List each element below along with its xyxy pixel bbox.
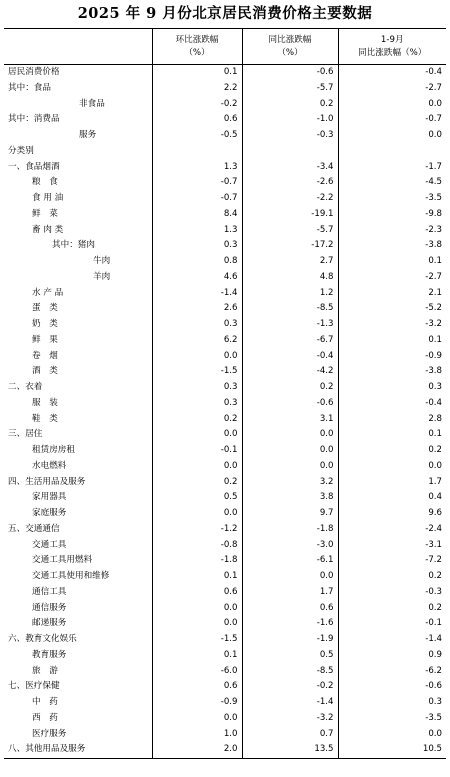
cell-ytd: -3.1: [338, 538, 446, 554]
cell-ytd: -2.7: [338, 270, 446, 286]
cell-ytd: 0.1: [338, 427, 446, 443]
cell-mom: 0.3: [152, 238, 242, 254]
cell-ytd: 2.8: [338, 412, 446, 428]
cell-ytd: [338, 144, 446, 160]
table-row: [4, 443, 446, 459]
table-row: [4, 97, 446, 113]
cell-yoy: -2.2: [242, 191, 338, 207]
cell-mom: -1.2: [152, 522, 242, 538]
cell-mom: 0.1: [152, 65, 242, 81]
cell-mom: 0.6: [152, 585, 242, 601]
cell-yoy: 1.7: [242, 585, 338, 601]
cell-yoy: -19.1: [242, 207, 338, 223]
cell-mom: 0.5: [152, 490, 242, 506]
cell-yoy: -0.6: [242, 396, 338, 412]
table-row: [4, 270, 446, 286]
cell-mom: 0.3: [152, 317, 242, 333]
row-label: 租赁房房租: [32, 445, 75, 455]
cell-ytd: 0.1: [338, 333, 446, 349]
row-label: 卷 烟: [32, 350, 58, 361]
table-row: [4, 664, 446, 680]
cell-mom: 2.2: [152, 81, 242, 97]
cell-ytd: -0.1: [338, 616, 446, 632]
table-header-row: [4, 29, 446, 65]
cell-yoy: 0.0: [242, 569, 338, 585]
cell-ytd: -3.2: [338, 317, 446, 333]
row-label: 牛肉: [93, 256, 111, 266]
cell-yoy: 0.6: [242, 601, 338, 617]
table-row: [4, 727, 446, 743]
table-row: [4, 112, 446, 128]
table-row: [4, 459, 446, 475]
row-label: 非食品: [79, 98, 105, 109]
cell-mom: 0.1: [152, 648, 242, 664]
cell-yoy: -8.5: [242, 664, 338, 680]
cell-yoy: -0.3: [242, 128, 338, 144]
cell-yoy: -0.6: [242, 65, 338, 81]
row-label: 羊肉: [93, 271, 111, 282]
cell-yoy: 0.0: [242, 443, 338, 459]
cell-yoy: -1.8: [242, 522, 338, 538]
cell-mom: 4.6: [152, 270, 242, 286]
table-row: [4, 396, 446, 412]
table-row: [4, 553, 446, 569]
cell-mom: -0.8: [152, 538, 242, 554]
row-label: 教育服务: [32, 649, 67, 660]
cell-yoy: -3.4: [242, 160, 338, 176]
table-row: [4, 128, 446, 144]
cell-mom: 0.0: [152, 427, 242, 443]
table-row: [4, 490, 446, 506]
row-label: 旅 游: [32, 665, 58, 676]
cell-ytd: 0.1: [338, 254, 446, 270]
cell-yoy: 0.2: [242, 97, 338, 113]
cell-yoy: -6.7: [242, 333, 338, 349]
cell-yoy: -1.4: [242, 695, 338, 711]
cell-mom: 0.8: [152, 254, 242, 270]
row-label: 家庭服务: [32, 508, 67, 518]
table-row: [4, 317, 446, 333]
cell-yoy: -1.0: [242, 112, 338, 128]
cell-yoy: 3.8: [242, 490, 338, 506]
cell-ytd: 0.0: [338, 128, 446, 144]
cell-yoy: -1.9: [242, 632, 338, 648]
cell-ytd: 10.5: [338, 742, 446, 758]
cell-yoy: 9.7: [242, 506, 338, 522]
table-row: [4, 412, 446, 428]
cell-mom: -0.9: [152, 695, 242, 711]
row-label: 其中：消费品: [8, 114, 60, 125]
table-row: [4, 301, 446, 317]
cell-ytd: -6.2: [338, 664, 446, 680]
table-row: [4, 207, 446, 223]
cell-ytd: 0.3: [338, 380, 446, 396]
cell-ytd: -1.7: [338, 160, 446, 176]
cell-yoy: 4.8: [242, 270, 338, 286]
cell-yoy: 1.2: [242, 286, 338, 302]
cell-mom: 2.6: [152, 301, 242, 317]
cell-mom: 0.0: [152, 349, 242, 365]
row-label: 中 药: [32, 697, 58, 707]
row-label: 五、交通通信: [8, 523, 60, 534]
row-label: 奶 类: [32, 319, 58, 329]
cell-mom: 0.0: [152, 506, 242, 522]
row-label: 食 用 油: [32, 193, 64, 203]
table-row: [4, 742, 446, 758]
cell-ytd: -9.8: [338, 207, 446, 223]
cell-mom: 1.3: [152, 160, 242, 176]
header-yoy-line1: 同比涨跌幅: [268, 34, 312, 45]
cell-yoy: 3.2: [242, 475, 338, 491]
row-label: 服 装: [32, 397, 58, 408]
cell-yoy: -17.2: [242, 238, 338, 254]
table-row: [4, 711, 446, 727]
row-label: 一、食品烟酒: [8, 161, 60, 172]
cell-ytd: -2.3: [338, 223, 446, 239]
cell-yoy: 13.5: [242, 742, 338, 758]
table-row: [4, 364, 446, 380]
cell-ytd: -7.2: [338, 553, 446, 569]
cell-yoy: 0.7: [242, 727, 338, 743]
cell-ytd: 0.0: [338, 97, 446, 113]
header-yoy-line2: （%）: [277, 47, 303, 58]
cell-ytd: 0.0: [338, 459, 446, 475]
cell-ytd: 0.4: [338, 490, 446, 506]
row-label: 鲜 果: [32, 334, 58, 345]
table-row: [4, 81, 446, 97]
row-label: 粮 食: [32, 177, 58, 188]
cell-mom: 0.2: [152, 475, 242, 491]
cell-mom: 0.6: [152, 679, 242, 695]
cell-yoy: -3.2: [242, 711, 338, 727]
cell-yoy: -0.2: [242, 679, 338, 695]
cell-ytd: -1.4: [338, 632, 446, 648]
header-ytd: [338, 29, 446, 65]
table-row: [4, 380, 446, 396]
cell-yoy: -2.6: [242, 175, 338, 191]
cell-yoy: 0.0: [242, 427, 338, 443]
cell-ytd: 0.3: [338, 695, 446, 711]
cell-ytd: -0.4: [338, 65, 446, 81]
cell-mom: 0.0: [152, 601, 242, 617]
table-row: [4, 286, 446, 302]
row-label: 交通工具用燃料: [32, 555, 93, 566]
table-row: [4, 191, 446, 207]
header-ytd-line2: 同比涨跌幅（%）: [358, 47, 427, 58]
cell-mom: 0.3: [152, 380, 242, 396]
cell-ytd: 0.2: [338, 569, 446, 585]
cell-mom: -1.4: [152, 286, 242, 302]
cell-mom: 0.2: [152, 412, 242, 428]
cell-mom: -0.1: [152, 443, 242, 459]
cell-mom: 0.0: [152, 711, 242, 727]
cell-mom: 0.0: [152, 616, 242, 632]
cell-ytd: 0.2: [338, 443, 446, 459]
row-label: 七、医疗保健: [8, 681, 60, 692]
table-row: [4, 679, 446, 695]
cell-mom: 1.0: [152, 727, 242, 743]
row-label: 家用器具: [32, 492, 67, 503]
cell-yoy: -5.7: [242, 81, 338, 97]
row-label: 居民消费价格: [8, 67, 60, 77]
table-row: [4, 238, 446, 254]
row-label: 通信工具: [32, 586, 67, 597]
table-row: [4, 522, 446, 538]
cell-yoy: 2.7: [242, 254, 338, 270]
table-row: [4, 349, 446, 365]
cell-mom: -0.5: [152, 128, 242, 144]
table-row: [4, 616, 446, 632]
cell-mom: -6.0: [152, 664, 242, 680]
row-label: 西 药: [32, 712, 58, 723]
cell-ytd: 1.7: [338, 475, 446, 491]
row-label: 三、居住: [8, 429, 43, 440]
table-row: [4, 585, 446, 601]
cell-ytd: -3.5: [338, 191, 446, 207]
cell-yoy: -1.3: [242, 317, 338, 333]
cell-mom: 0.3: [152, 396, 242, 412]
cell-yoy: -4.2: [242, 364, 338, 380]
header-mom-line1: 环比涨跌幅: [175, 34, 219, 45]
cell-yoy: -6.1: [242, 553, 338, 569]
header-mom-line2: （%）: [184, 47, 210, 58]
cell-yoy: 0.2: [242, 380, 338, 396]
cell-mom: -0.7: [152, 175, 242, 191]
cell-ytd: -0.9: [338, 349, 446, 365]
row-label: 酒 类: [32, 366, 58, 377]
table-row: [4, 632, 446, 648]
table-row: [4, 695, 446, 711]
row-label: 邮递服务: [32, 618, 67, 629]
cell-ytd: -2.7: [338, 81, 446, 97]
row-label: 医疗服务: [32, 728, 67, 739]
table-row: [4, 65, 446, 81]
cell-ytd: -0.4: [338, 396, 446, 412]
cell-mom: -1.5: [152, 632, 242, 648]
row-label: 分类别: [8, 145, 34, 156]
cell-yoy: -8.5: [242, 301, 338, 317]
cell-ytd: 0.9: [338, 648, 446, 664]
table-row: [4, 601, 446, 617]
cell-ytd: 0.2: [338, 601, 446, 617]
header-category: [4, 29, 152, 65]
row-label: 服务: [79, 130, 97, 140]
row-label: 八、其他用品及服务: [4, 742, 152, 758]
cell-mom: 6.2: [152, 333, 242, 349]
table-row: [4, 475, 446, 491]
table-row: [4, 427, 446, 443]
row-label: 鲜 菜: [32, 208, 58, 219]
cell-ytd: -0.6: [338, 679, 446, 695]
cell-yoy: 3.1: [242, 412, 338, 428]
row-label: 鞋 类: [32, 413, 58, 424]
cell-ytd: -3.5: [338, 711, 446, 727]
cell-yoy: -0.4: [242, 349, 338, 365]
table-row: [4, 333, 446, 349]
header-ytd-line1: 1-9月: [380, 34, 404, 45]
header-yoy: [242, 29, 338, 65]
cell-yoy: -3.0: [242, 538, 338, 554]
row-label: 通信服务: [32, 602, 67, 613]
cell-mom: -1.8: [152, 553, 242, 569]
cell-mom: 0.0: [152, 459, 242, 475]
cell-ytd: -3.8: [338, 364, 446, 380]
row-label: 二、衣着: [8, 382, 43, 392]
cell-mom: 8.4: [152, 207, 242, 223]
table-row: [4, 254, 446, 270]
table-row: [4, 648, 446, 664]
cell-ytd: -2.4: [338, 522, 446, 538]
cell-yoy: 0.5: [242, 648, 338, 664]
header-mom: [152, 29, 242, 65]
cell-ytd: -4.5: [338, 175, 446, 191]
cell-ytd: 2.1: [338, 286, 446, 302]
table-body: [4, 65, 446, 759]
row-label: 其中：猪肉: [52, 240, 95, 251]
table-row: [4, 506, 446, 522]
table-row: [4, 144, 446, 160]
table-row: [4, 223, 446, 239]
cell-mom: 0.6: [152, 112, 242, 128]
row-label: 交通工具: [32, 539, 67, 550]
cell-mom: -1.5: [152, 364, 242, 380]
cell-ytd: -0.3: [338, 585, 446, 601]
row-label: 水电燃料: [32, 460, 67, 471]
cell-ytd: -0.7: [338, 112, 446, 128]
cell-ytd: 0.0: [338, 727, 446, 743]
table-row: [4, 175, 446, 191]
cell-yoy: 0.0: [242, 459, 338, 475]
row-label: 其中：食品: [8, 82, 51, 93]
row-label: 六、教育文化娱乐: [8, 634, 77, 644]
cell-ytd: -3.8: [338, 238, 446, 254]
cell-mom: 2.0: [152, 742, 242, 758]
table-row: [4, 569, 446, 585]
table-row: [4, 538, 446, 554]
page-title: 2025 年 9 月份北京居民消费价格主要数据: [77, 5, 373, 22]
cell-mom: [152, 144, 242, 160]
row-label: 畜 肉 类: [32, 224, 64, 235]
cpi-table: [4, 28, 446, 759]
cell-mom: 1.3: [152, 223, 242, 239]
table-row: [4, 160, 446, 176]
cell-ytd: 9.6: [338, 506, 446, 522]
cell-yoy: -1.6: [242, 616, 338, 632]
cell-yoy: [242, 144, 338, 160]
cell-ytd: -5.2: [338, 301, 446, 317]
cell-yoy: -5.7: [242, 223, 338, 239]
row-label: 蛋 类: [32, 303, 58, 314]
cell-mom: -0.7: [152, 191, 242, 207]
row-label: 交通工具使用和维修: [32, 571, 110, 581]
cell-mom: 0.1: [152, 569, 242, 585]
row-label: 水 产 品: [32, 287, 64, 298]
cell-mom: -0.2: [152, 97, 242, 113]
row-label: 四、生活用品及服务: [8, 476, 86, 487]
